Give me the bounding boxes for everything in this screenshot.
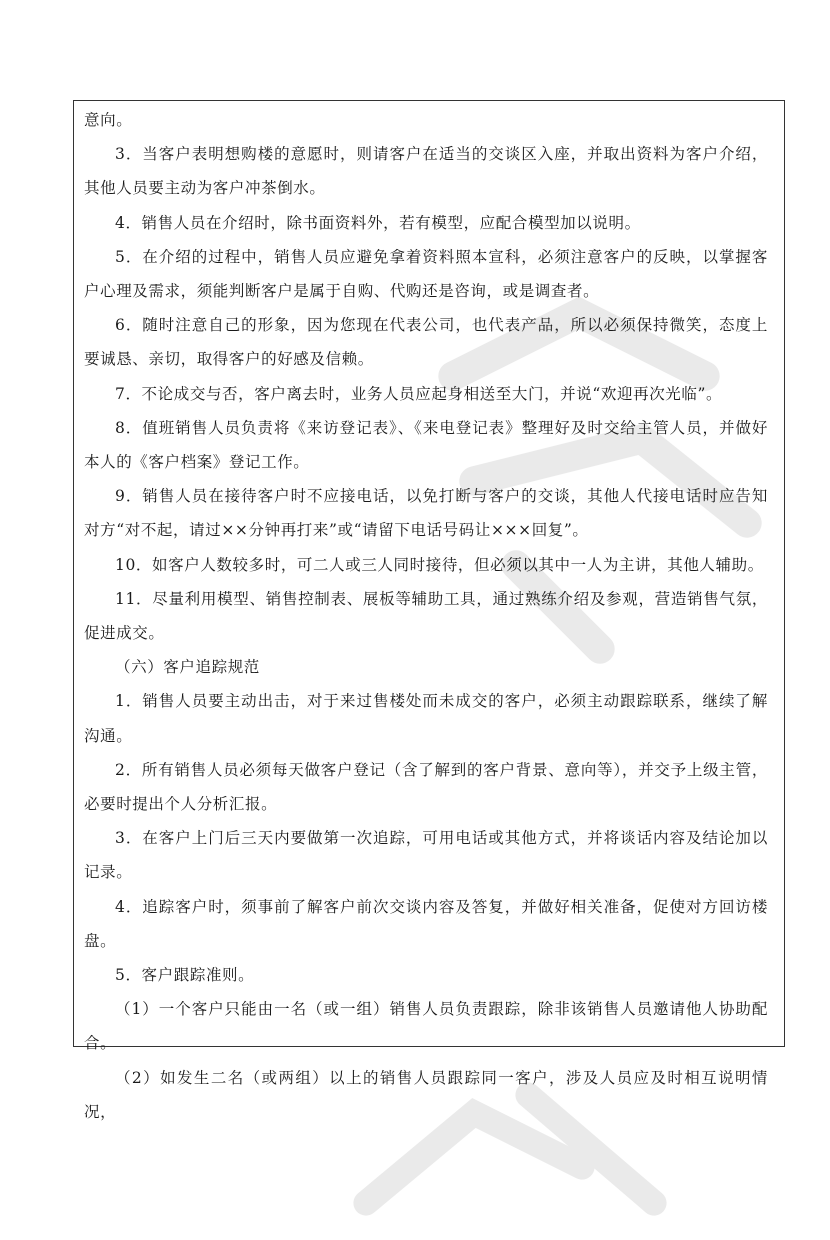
paragraph-item-11: 11．尽量利用模型、销售控制表、展板等辅助工具，通过熟练介绍及参观，营造销售气氛，促进成交。 (84, 589, 768, 643)
paragraph-tracking-1: 1．销售人员要主动出击，对于来过售楼处而未成交的客户，必须主动跟踪联系，继续了解沟通。 (84, 692, 768, 745)
paragraph-tracking-5: 5．客户跟踪准则。 (115, 966, 255, 985)
paragraph-tracking-3: 3．在客户上门后三天内要做第一次追踪，可用电话或其他方式，并将谈话内容及结论加以记录。 (84, 829, 768, 882)
paragraph-item-8: 8．值班销售人员负责将《来访登记表》、《来电登记表》整理好及时交给主管人员，并做好本人的《客户档案》登记工作。 (84, 418, 768, 472)
paragraph-rule-1: （1）一个客户只能由一名（或一组）销售人员负责跟踪，除非该销售人员邀请他人协助配合。 (84, 1000, 768, 1053)
document-body (84, 103, 768, 1129)
paragraph-rule-2: （2）如发生二名（或两组）以上的销售人员跟踪同一客户，涉及人员应及时相互说明情况， (84, 1068, 768, 1121)
paragraph-item-10: 10．如客户人数较多时，可二人或三人同时接待，但必须以其中一人为主讲，其他人辅助。 (115, 555, 764, 574)
paragraph-intent-end: 意向。 (84, 111, 133, 129)
paragraph-tracking-2: 2．所有销售人员必须每天做客户登记（含了解到的客户背景、意向等），并交予上级主管，必要时提出个人分析汇报。 (84, 760, 768, 814)
paragraph-item-9: 9．销售人员在接待客户时不应接电话，以免打断与客户的交谈，其他人代接电话时应告知对方“对不起，请过××分钟再打来”或“请留下电话号码让×××回复”。 (84, 487, 768, 540)
paragraph-tracking-4: 4．追踪客户时，须事前了解客户前次交谈内容及答复，并做好相关准备，促使对方回访楼盘。 (84, 897, 768, 950)
paragraph-item-7: 7．不论成交与否，客户离去时，业务人员应起身相送至大门，并说“欢迎再次光临”。 (115, 384, 723, 403)
section-heading-customer-tracking: （六）客户追踪规范 (115, 658, 260, 677)
paragraph-item-3: 3．当客户表明想购楼的意愿时，则请客户在适当的交谈区入座，并取出资料为客户介绍，其他人员要主动为客户冲茶倒水。 (84, 145, 768, 198)
paragraph-item-5: 5．在介绍的过程中，销售人员应避免拿着资料照本宣科，必须注意客户的反映，以掌握客户心理及需求，须能判断客户是属于自购、代购还是咨询，或是调查者。 (84, 247, 768, 301)
paragraph-item-4: 4．销售人员在介绍时，除书面资料外，若有模型，应配合模型加以说明。 (115, 213, 641, 232)
document-table-cell (73, 100, 785, 1121)
paragraph-item-6: 6．随时注意自己的形象，因为您现在代表公司，也代表产品，所以必须保持微笑，态度上要诚恳、亲切，取得客户的好感及信赖。 (84, 316, 768, 369)
